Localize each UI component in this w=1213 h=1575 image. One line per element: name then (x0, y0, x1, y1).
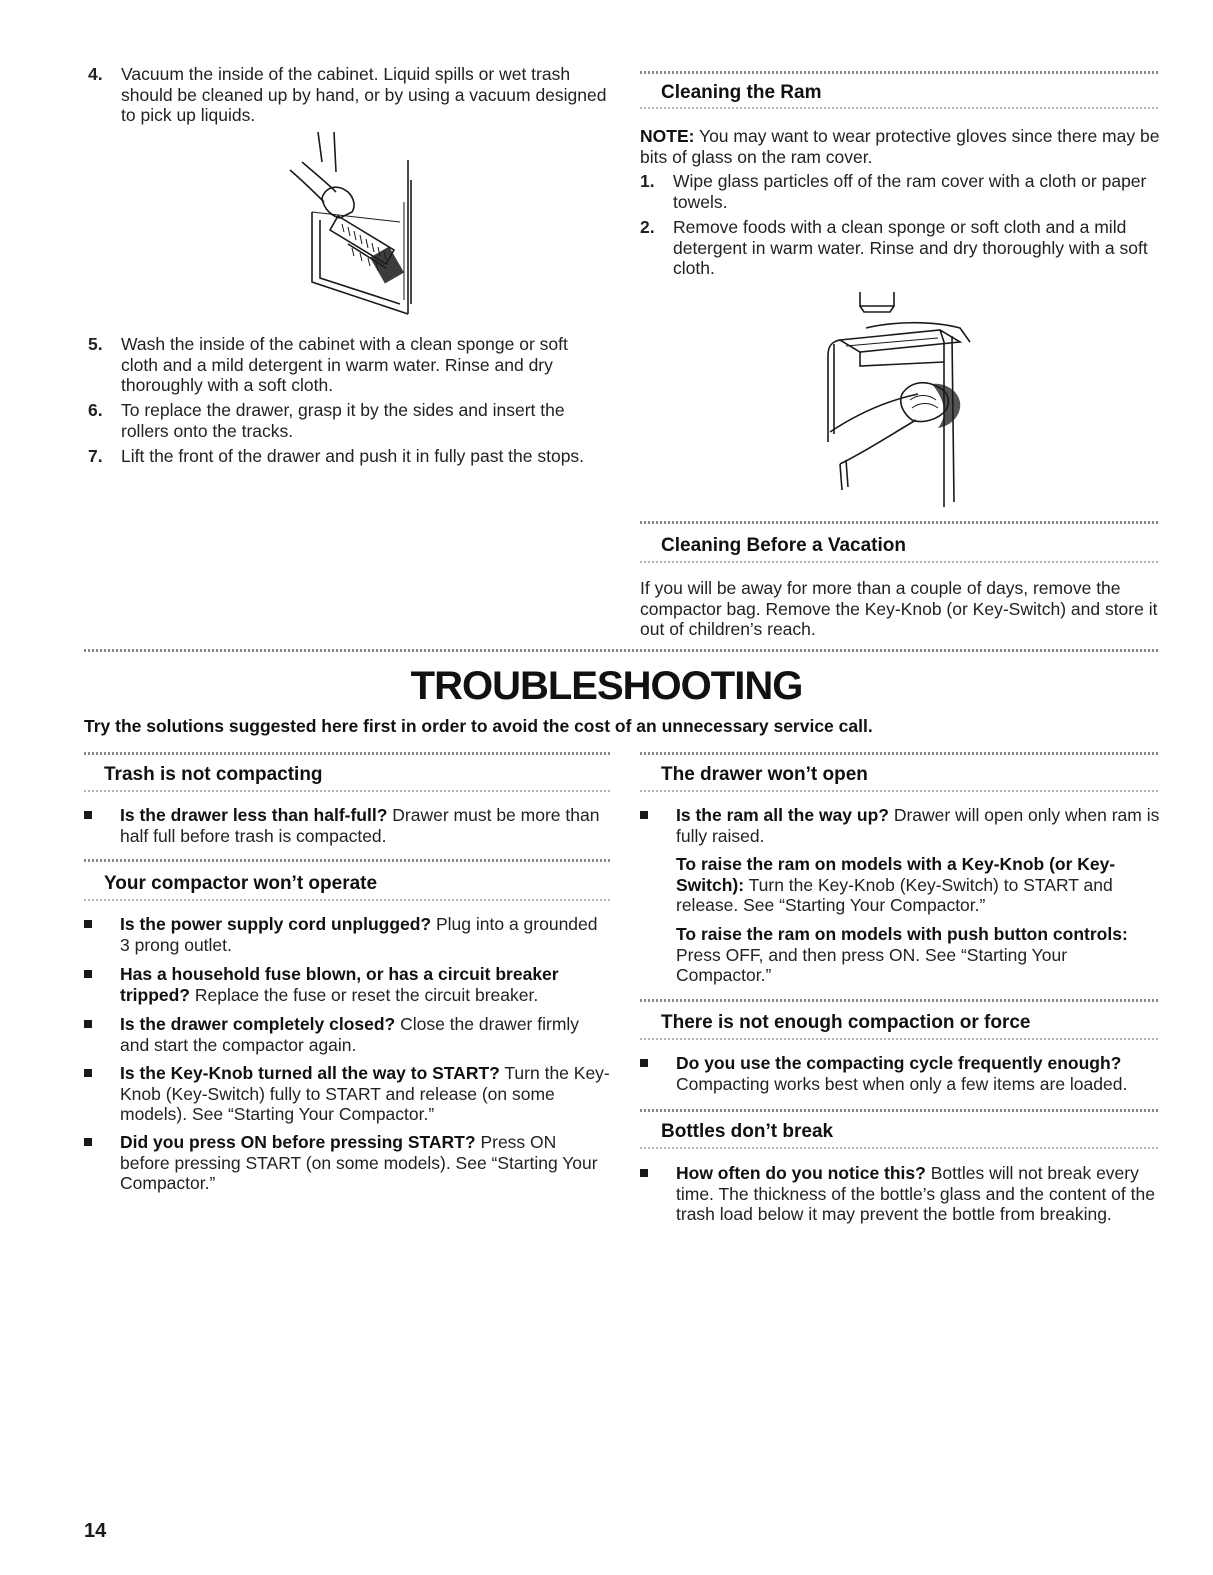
bullet-icon (640, 811, 648, 819)
bullet-icon (84, 970, 92, 978)
step-4 (88, 64, 608, 126)
section-rule (640, 561, 1160, 563)
answer: Compacting works best when only a few items are loaded. (676, 1073, 1128, 1094)
section-rule (640, 1109, 1160, 1112)
answer: Turn the Key-Knob (Key-Switch) to START and release. See “Starting Your Compactor.” (676, 874, 1113, 915)
answer: Drawer must be more than half full before trash is compacted. (120, 805, 600, 846)
section-rule (640, 1038, 1160, 1040)
question: How often do you notice this? (676, 1163, 926, 1183)
wipe-ram-cover-illustration (820, 282, 990, 507)
answer: Turn the Key-Knob (Key-Switch) fully to START and release (on some models). See “Starting Your Compactor.” (120, 1063, 610, 1124)
question: Is the drawer less than half-full? (120, 805, 388, 825)
step-5 (88, 334, 608, 396)
trouble-item (84, 964, 610, 1005)
bullet-icon (640, 1169, 648, 1177)
step-text: Vacuum the inside of the cabinet. Liquid spills or wet trash should be cleaned up by hand, or by using a vacuum designed to pick up liquids. (121, 64, 607, 125)
answer: Press OFF, and then press ON. See “Starting Your Compactor.” (676, 944, 1068, 985)
step-text: To replace the drawer, grasp it by the sides and insert the rollers onto the tracks. (121, 400, 565, 441)
question: To raise the ram on models with a Key-Knob (or Key-Switch): (676, 854, 1116, 895)
step-number: 7. (88, 446, 103, 466)
bullet-icon (84, 1138, 92, 1146)
step-number: 1. (640, 171, 655, 191)
bullet-icon (84, 1020, 92, 1028)
question: Is the drawer completely closed? (120, 1014, 396, 1034)
bullet-icon (640, 1059, 648, 1067)
note-label: NOTE: (640, 126, 695, 146)
step-number: 2. (640, 217, 655, 237)
section-rule (640, 752, 1160, 755)
step-6 (88, 400, 608, 441)
section-rule (640, 999, 1160, 1002)
trash-not-compacting-title: Trash is not compacting (104, 764, 323, 785)
question: Is the ram all the way up? (676, 805, 889, 825)
troubleshooting-intro: Try the solutions suggested here first in order to avoid the cost of an unnecessary service call. (84, 716, 873, 736)
ram-note (640, 126, 1165, 167)
trouble-subitem (676, 924, 1162, 986)
step-text: Wash the inside of the cabinet with a clean sponge or soft cloth and a mild detergent in warm water. Rinse and dry thoroughly with a soft cloth. (121, 334, 568, 395)
trouble-item (84, 914, 610, 955)
section-rule (640, 107, 1160, 109)
note-text: You may want to wear protective gloves since there may be bits of glass on the ram cover. (640, 126, 1160, 167)
step-number: 6. (88, 400, 103, 420)
vacation-text: If you will be away for more than a couple of days, remove the compactor bag. Remove the Key-Knob (or Key-Switch) and store it out of children’s reach. (640, 578, 1158, 639)
trouble-item (640, 1053, 1162, 1094)
section-rule (640, 521, 1160, 524)
trouble-item (640, 805, 1162, 846)
trouble-subitem (676, 854, 1162, 916)
step-7 (88, 446, 628, 467)
question: To raise the ram on models with push button controls: (676, 924, 1128, 944)
bullet-icon (84, 1069, 92, 1077)
page-divider (84, 649, 1160, 652)
drawer-wont-open-title: The drawer won’t open (661, 764, 868, 785)
step-text: Lift the front of the drawer and push it in fully past the stops. (121, 446, 585, 466)
ram-step-2 (640, 217, 1165, 279)
vacation-title: Cleaning Before a Vacation (661, 535, 906, 556)
troubleshooting-title: TROUBLESHOOTING (410, 664, 803, 708)
page-number: 14 (84, 1520, 107, 1542)
question: Did you press ON before pressing START? (120, 1132, 476, 1152)
trouble-item (84, 805, 610, 846)
cleaning-ram-title: Cleaning the Ram (661, 82, 822, 103)
step-text: Wipe glass particles off of the ram cover with a cloth or paper towels. (673, 171, 1147, 212)
section-rule (640, 71, 1160, 74)
trouble-item (640, 1163, 1162, 1225)
ram-step-1 (640, 171, 1165, 212)
question: Is the Key-Knob turned all the way to START? (120, 1063, 500, 1083)
wont-operate-title: Your compactor won’t operate (104, 873, 378, 894)
vacuum-cabinet-illustration (282, 132, 432, 317)
bullet-icon (84, 811, 92, 819)
section-rule (640, 790, 1160, 792)
answer: Drawer will open only when ram is fully raised. (676, 805, 1160, 846)
trouble-item (84, 1014, 610, 1055)
step-text: Remove foods with a clean sponge or soft cloth and a mild detergent in warm water. Rinse and dry thoroughly with a soft cloth. (673, 217, 1148, 278)
section-rule (84, 899, 610, 901)
answer: Bottles will not break every time. The thickness of the bottle’s glass and the content of the trash load below it may prevent the bottle from breaking. (676, 1163, 1155, 1224)
question: Has a household fuse blown, or has a circuit breaker tripped? (120, 964, 559, 1005)
bottles-title: Bottles don’t break (661, 1121, 834, 1142)
section-rule (84, 752, 610, 755)
answer: Press ON before pressing START (on some models). See “Starting Your Compactor.” (120, 1132, 598, 1193)
section-rule (84, 790, 610, 792)
bullet-icon (84, 920, 92, 928)
step-number: 4. (88, 64, 103, 84)
question: Do you use the compacting cycle frequently enough? (676, 1053, 1122, 1073)
step-number: 5. (88, 334, 103, 354)
answer: Replace the fuse or reset the circuit breaker. (190, 984, 539, 1005)
section-rule (84, 859, 610, 862)
trouble-item (84, 1132, 610, 1194)
trouble-item (84, 1063, 610, 1125)
question: Is the power supply cord unplugged? (120, 914, 432, 934)
answer: Close the drawer firmly and start the compactor again. (120, 1014, 580, 1055)
not-enough-compaction-title: There is not enough compaction or force (661, 1012, 1031, 1033)
answer: Plug into a grounded 3 prong outlet. (120, 914, 598, 955)
section-rule (640, 1147, 1160, 1149)
